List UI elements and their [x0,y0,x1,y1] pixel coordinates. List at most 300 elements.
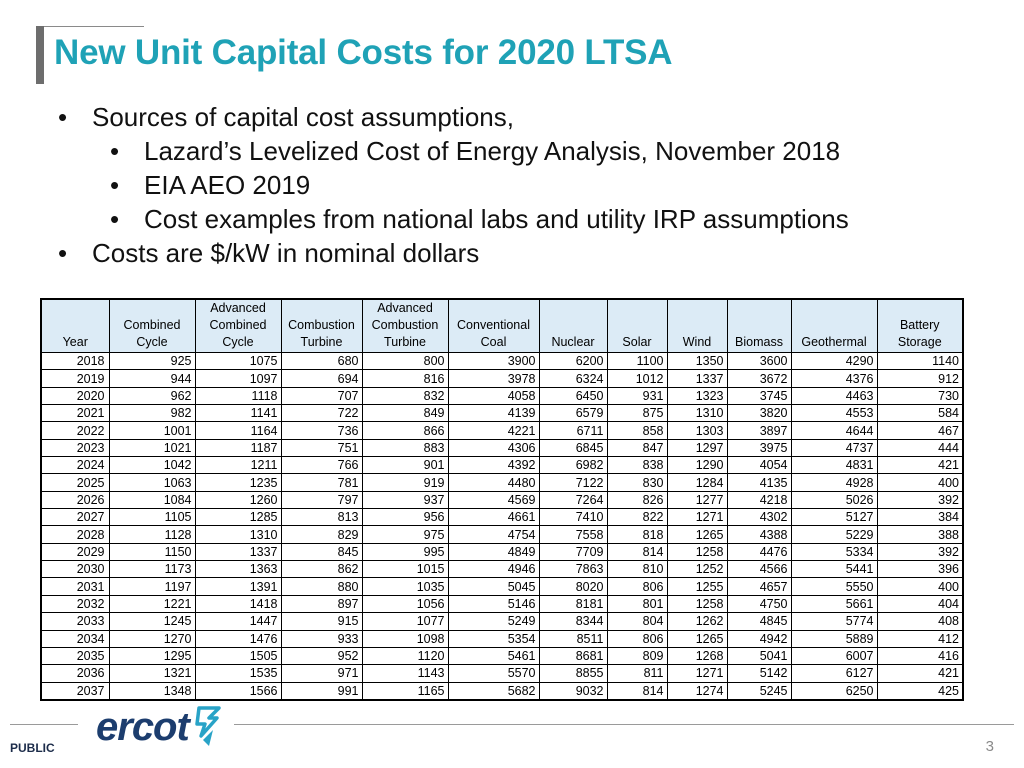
cost-cell: 956 [362,509,448,526]
column-header-line: Turbine [300,335,343,349]
column-header [448,299,539,353]
cost-cell: 1164 [195,422,281,439]
table-row [41,630,963,647]
column-header [362,299,448,353]
cost-cell: 1265 [667,630,727,647]
cost-cell: 7264 [539,491,607,508]
cost-cell: 4139 [448,405,539,422]
cost-cell: 707 [281,387,362,404]
cost-cell: 1535 [195,665,281,682]
cost-cell: 797 [281,491,362,508]
cost-cell: 5142 [727,665,791,682]
cost-cell: 4376 [791,370,877,387]
year-cell: 2024 [41,457,109,474]
cost-cell: 404 [877,595,963,612]
column-header-line: Cycle [222,335,254,349]
cost-cell: 680 [281,353,362,370]
column-header-line [610,317,665,334]
cost-cell: 1363 [195,561,281,578]
table-row [41,457,963,474]
column-header-line: Solar [622,335,652,349]
column-header-line [542,317,605,334]
cost-cell: 421 [877,457,963,474]
column-header-line: Biomass [735,335,783,349]
cost-cell: 4942 [727,630,791,647]
cost-cell: 1187 [195,439,281,456]
cost-cell: 1077 [362,613,448,630]
cost-cell: 801 [607,595,667,612]
footer-rule-right [234,724,1014,725]
table-row [41,647,963,664]
logo-wordmark: ercot [96,705,189,749]
cost-cell: 7709 [539,543,607,560]
cost-cell: 1265 [667,526,727,543]
cost-cell: 915 [281,613,362,630]
cost-cell: 7410 [539,509,607,526]
cost-cell: 982 [109,405,195,422]
cost-cell: 901 [362,457,448,474]
column-header-line [44,300,107,317]
cost-cell: 1295 [109,647,195,664]
cost-cell: 4845 [727,613,791,630]
cost-cell: 1323 [667,387,727,404]
year-cell: 2018 [41,353,109,370]
column-header-line [880,300,961,317]
column-header-line: Geothermal [801,335,867,349]
cost-cell: 1098 [362,630,448,647]
cost-cell: 4476 [727,543,791,560]
classification-label: PUBLIC [10,741,55,755]
year-cell: 2023 [41,439,109,456]
year-cell: 2034 [41,630,109,647]
lightning-bolt-icon [193,706,223,753]
column-header-line [794,300,875,317]
table-row [41,509,963,526]
cost-cell: 4661 [448,509,539,526]
cost-cell: 1128 [109,526,195,543]
cost-cell: 862 [281,561,362,578]
cost-cell: 912 [877,370,963,387]
column-header [281,299,362,353]
cost-cell: 5127 [791,509,877,526]
cost-cell: 800 [362,353,448,370]
table-row [41,561,963,578]
cost-cell: 5146 [448,595,539,612]
table-row [41,422,963,439]
cost-cell: 4302 [727,509,791,526]
cost-cell: 6579 [539,405,607,422]
cost-cell: 4566 [727,561,791,578]
cost-cell: 3897 [727,422,791,439]
cost-cell: 925 [109,353,195,370]
cost-cell: 1012 [607,370,667,387]
year-cell: 2022 [41,422,109,439]
table-row [41,491,963,508]
cost-cell: 1350 [667,353,727,370]
cost-cell: 880 [281,578,362,595]
cost-cell: 421 [877,665,963,682]
slide-title: New Unit Capital Costs for 2020 LTSA [54,33,673,72]
cost-cell: 730 [877,387,963,404]
cost-cell: 7122 [539,474,607,491]
cost-cell: 4058 [448,387,539,404]
capital-cost-table [40,298,964,701]
cost-cell: 814 [607,543,667,560]
cost-cell: 1084 [109,491,195,508]
cost-cell: 392 [877,491,963,508]
cost-cell: 392 [877,543,963,560]
table-row [41,665,963,682]
cost-cell: 5682 [448,682,539,700]
cost-cell: 6200 [539,353,607,370]
year-cell: 2026 [41,491,109,508]
column-header-line: Battery [899,318,940,332]
cost-cell: 3600 [727,353,791,370]
cost-cell: 400 [877,578,963,595]
cost-cell: 1252 [667,561,727,578]
cost-cell: 5570 [448,665,539,682]
cost-cell: 3745 [727,387,791,404]
cost-cell: 7863 [539,561,607,578]
cost-cell: 444 [877,439,963,456]
cost-cell: 919 [362,474,448,491]
column-header [607,299,667,353]
cost-cell: 1063 [109,474,195,491]
cost-cell: 4569 [448,491,539,508]
cost-cell: 1505 [195,647,281,664]
cost-cell: 5334 [791,543,877,560]
table-row [41,439,963,456]
cost-cell: 814 [607,682,667,700]
cost-cell: 1105 [109,509,195,526]
year-cell: 2033 [41,613,109,630]
cost-cell: 4849 [448,543,539,560]
cost-cell: 866 [362,422,448,439]
cost-cell: 1348 [109,682,195,700]
column-header-line [451,300,537,317]
cost-cell: 6982 [539,457,607,474]
cost-cell: 933 [281,630,362,647]
cost-cell: 6250 [791,682,877,700]
cost-cell: 1271 [667,665,727,682]
cost-cell: 1337 [195,543,281,560]
cost-cell: 5249 [448,613,539,630]
column-header-line: Combined [209,318,267,332]
cost-cell: 8181 [539,595,607,612]
cost-cell: 4054 [727,457,791,474]
cost-cell: 1150 [109,543,195,560]
bullet-sources: • Sources of capital cost assumptions, [58,100,849,134]
cost-cell: 6450 [539,387,607,404]
column-header-line: Wind [682,335,712,349]
table-body [41,353,963,700]
cost-cell: 1120 [362,647,448,664]
cost-cell: 5354 [448,630,539,647]
cost-cell: 4737 [791,439,877,456]
table-row [41,370,963,387]
cost-cell: 1258 [667,543,727,560]
cost-cell: 1274 [667,682,727,700]
cost-cell: 4946 [448,561,539,578]
year-cell: 2037 [41,682,109,700]
table-row [41,682,963,700]
cost-cell: 8511 [539,630,607,647]
cost-cell: 829 [281,526,362,543]
table-row [41,613,963,630]
cost-cell: 4750 [727,595,791,612]
cost-cell: 1140 [877,353,963,370]
year-cell: 2031 [41,578,109,595]
cost-cell: 412 [877,630,963,647]
cost-cell: 8855 [539,665,607,682]
table-header-row [41,299,963,353]
cost-cell: 816 [362,370,448,387]
cost-cell: 1042 [109,457,195,474]
column-header-line [670,317,725,334]
cost-cell: 8020 [539,578,607,595]
cost-cell: 847 [607,439,667,456]
cost-cell: 832 [362,387,448,404]
cost-cell: 4754 [448,526,539,543]
cost-cell: 1165 [362,682,448,700]
cost-cell: 3672 [727,370,791,387]
cost-cell: 1268 [667,647,727,664]
cost-cell: 7558 [539,526,607,543]
cost-cell: 400 [877,474,963,491]
cost-cell: 6127 [791,665,877,682]
column-header [539,299,607,353]
cost-cell: 1337 [667,370,727,387]
cost-cell: 4657 [727,578,791,595]
cost-cell: 3900 [448,353,539,370]
title-top-rule [36,26,144,27]
column-header-line [794,317,875,334]
table-row [41,405,963,422]
cost-cell: 9032 [539,682,607,700]
year-cell: 2021 [41,405,109,422]
column-header-line [44,317,107,334]
cost-cell: 6324 [539,370,607,387]
cost-cell: 736 [281,422,362,439]
column-header-line [610,300,665,317]
cost-cell: 1021 [109,439,195,456]
cost-cell: 5026 [791,491,877,508]
cost-cell: 1056 [362,595,448,612]
cost-cell: 4553 [791,405,877,422]
cost-cell: 4388 [727,526,791,543]
cost-cell: 4480 [448,474,539,491]
cost-cell: 408 [877,613,963,630]
year-cell: 2029 [41,543,109,560]
cost-cell: 975 [362,526,448,543]
cost-cell: 425 [877,682,963,700]
cost-cell: 1285 [195,509,281,526]
column-header-line: Storage [897,335,942,349]
table-row [41,595,963,612]
cost-cell: 416 [877,647,963,664]
cost-cell: 4218 [727,491,791,508]
cost-cell: 822 [607,509,667,526]
cost-cell: 845 [281,543,362,560]
cost-cell: 826 [607,491,667,508]
title-accent-bar [36,26,44,84]
cost-cell: 1100 [607,353,667,370]
cost-cell: 838 [607,457,667,474]
column-header [41,299,109,353]
year-cell: 2019 [41,370,109,387]
year-cell: 2025 [41,474,109,491]
cost-cell: 5661 [791,595,877,612]
cost-cell: 6007 [791,647,877,664]
cost-cell: 1262 [667,613,727,630]
cost-cell: 751 [281,439,362,456]
cost-cell: 1310 [667,405,727,422]
cost-cell: 5229 [791,526,877,543]
cost-cell: 971 [281,665,362,682]
cost-cell: 722 [281,405,362,422]
cost-cell: 1197 [109,578,195,595]
cost-cell: 1271 [667,509,727,526]
cost-cell: 806 [607,578,667,595]
cost-cell: 694 [281,370,362,387]
cost-cell: 584 [877,405,963,422]
cost-cell: 818 [607,526,667,543]
cost-cell: 995 [362,543,448,560]
cost-cell: 5774 [791,613,877,630]
cost-cell: 384 [877,509,963,526]
cost-cell: 809 [607,647,667,664]
cost-cell: 1321 [109,665,195,682]
column-header-line: Advanced [377,301,433,315]
cost-cell: 4928 [791,474,877,491]
cost-cell: 1143 [362,665,448,682]
column-header-line: Conventional [457,318,530,332]
cost-cell: 6711 [539,422,607,439]
cost-cell: 883 [362,439,448,456]
column-header-line [112,300,193,317]
cost-cell: 1303 [667,422,727,439]
cost-cell: 811 [607,665,667,682]
cost-cell: 766 [281,457,362,474]
cost-cell: 3820 [727,405,791,422]
column-header-line: Turbine [384,335,426,349]
cost-cell: 4221 [448,422,539,439]
cost-cell: 1118 [195,387,281,404]
column-header [727,299,791,353]
cost-cell: 6845 [539,439,607,456]
column-header [195,299,281,353]
cost-cell: 4290 [791,353,877,370]
cost-cell: 1245 [109,613,195,630]
ercot-logo [96,702,223,753]
column-header-line: Nuclear [551,335,595,349]
column-header-line: Combined [123,318,181,332]
cost-cell: 931 [607,387,667,404]
year-cell: 2036 [41,665,109,682]
year-cell: 2035 [41,647,109,664]
cost-cell: 1391 [195,578,281,595]
column-header-line [284,300,360,317]
cost-cell: 1476 [195,630,281,647]
cost-cell: 5461 [448,647,539,664]
column-header-line: Combustion [371,318,439,332]
column-header [877,299,963,353]
cost-cell: 1035 [362,578,448,595]
cost-cell: 467 [877,422,963,439]
cost-cell: 4392 [448,457,539,474]
column-header-line [542,300,605,317]
cost-cell: 1284 [667,474,727,491]
footer-rule-left [10,724,78,725]
year-cell: 2027 [41,509,109,526]
cost-cell: 1447 [195,613,281,630]
cost-cell: 5245 [727,682,791,700]
bullet-units: • Costs are $/kW in nominal dollars [58,236,849,270]
cost-cell: 1097 [195,370,281,387]
cost-cell: 849 [362,405,448,422]
cost-cell: 396 [877,561,963,578]
column-header-line: Cycle [136,335,168,349]
bullet-national-labs: • Cost examples from national labs and utility IRP assumptions [58,202,849,236]
cost-cell: 1277 [667,491,727,508]
cost-cell: 1141 [195,405,281,422]
cost-cell: 1270 [109,630,195,647]
column-header-line: Coal [480,335,507,349]
year-cell: 2020 [41,387,109,404]
bullet-list [58,100,849,270]
cost-cell: 4463 [791,387,877,404]
cost-cell: 5550 [791,578,877,595]
cost-cell: 5045 [448,578,539,595]
column-header-line [730,317,789,334]
cost-cell: 1255 [667,578,727,595]
year-cell: 2030 [41,561,109,578]
cost-cell: 1015 [362,561,448,578]
cost-cell: 4306 [448,439,539,456]
column-header [109,299,195,353]
cost-cell: 806 [607,630,667,647]
cost-cell: 1235 [195,474,281,491]
table-row [41,526,963,543]
column-header [791,299,877,353]
cost-cell: 388 [877,526,963,543]
cost-cell: 858 [607,422,667,439]
cost-cell: 813 [281,509,362,526]
cost-cell: 944 [109,370,195,387]
cost-cell: 1290 [667,457,727,474]
cost-cell: 1211 [195,457,281,474]
cost-cell: 937 [362,491,448,508]
cost-cell: 1297 [667,439,727,456]
cost-cell: 8344 [539,613,607,630]
cost-cell: 5889 [791,630,877,647]
cost-cell: 875 [607,405,667,422]
cost-cell: 1221 [109,595,195,612]
table-row [41,578,963,595]
column-header-line [670,300,725,317]
cost-cell: 1260 [195,491,281,508]
page-number: 3 [985,738,994,755]
cost-cell: 991 [281,682,362,700]
cost-cell: 8681 [539,647,607,664]
cost-cell: 1566 [195,682,281,700]
cost-cell: 5441 [791,561,877,578]
cost-cell: 4831 [791,457,877,474]
cost-cell: 3975 [727,439,791,456]
bullet-lazard: • Lazard’s Levelized Cost of Energy Analysis, November 2018 [58,134,849,168]
column-header-line: Year [62,335,88,349]
cost-cell: 4644 [791,422,877,439]
